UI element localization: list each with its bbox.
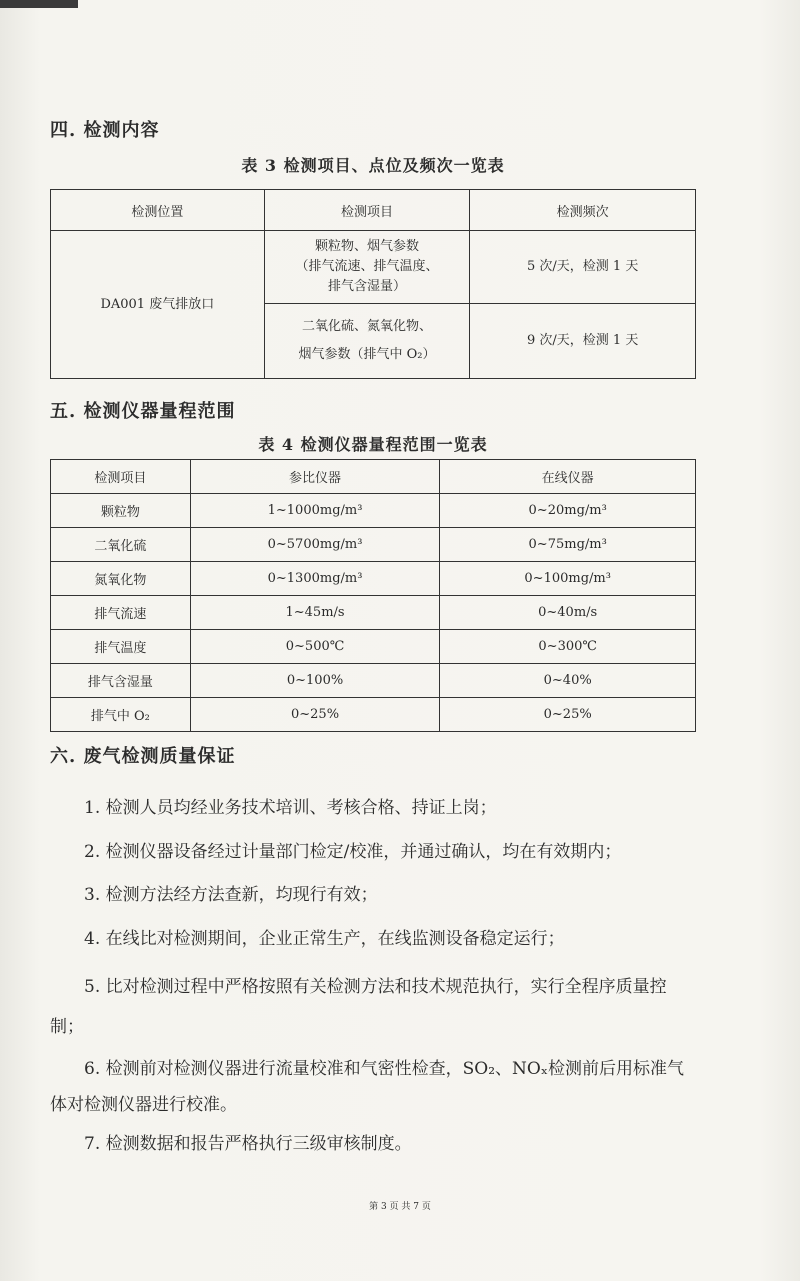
table3-header-item: 检测项目 [264, 190, 470, 231]
table3-frequency-cell: 5 次/天，检测 1 天 [470, 231, 696, 304]
table4-item-cell: 排气含湿量 [51, 664, 191, 698]
table4-header-row [51, 460, 696, 494]
table4-caption: 表 4 检测仪器量程范围一览表 [258, 435, 488, 454]
table3-item-cell [264, 304, 470, 379]
table3 [50, 189, 696, 379]
qa-item: 3. 检测方法经方法查新，均现行有效； [84, 885, 378, 905]
table4-item-cell: 排气中 O₂ [51, 698, 191, 732]
table-row [51, 596, 696, 630]
table-row [51, 528, 696, 562]
table4-reference-cell: 1~45m/s [190, 596, 440, 630]
qa-item: 6. 检测前对检测仪器进行流量校准和气密性检查，SO₂、NOₓ检测前后用标准气体对检测仪器进行校准。 [50, 1059, 685, 1115]
qa-item: 1. 检测人员均经业务技术培训、考核合格、持证上岗； [84, 798, 497, 818]
qa-item: 2. 检测仪器设备经过计量部门检定/校准，并通过确认，均在有效期内； [84, 842, 622, 862]
table3-item-line: 排气含湿量） [328, 279, 407, 294]
table4-online-cell: 0~40% [440, 664, 696, 698]
qa-item: 4. 在线比对检测期间，企业正常生产，在线监测设备稳定运行； [84, 929, 565, 949]
page-number: 第 3 页 共 7 页 [369, 1202, 431, 1212]
table3-item-line: 烟气参数（排气中 O₂） [298, 347, 436, 362]
section4-heading: 四. 检测内容 [50, 120, 160, 141]
table4-reference-cell: 0~500℃ [190, 630, 440, 664]
table4-online-cell: 0~20mg/m³ [440, 494, 696, 528]
table4-online-cell: 0~25% [440, 698, 696, 732]
table-row [51, 562, 696, 596]
table4 [50, 459, 696, 732]
table4-online-cell: 0~100mg/m³ [440, 562, 696, 596]
table4-header-online: 在线仪器 [440, 460, 696, 494]
table4-item-cell: 排气流速 [51, 596, 191, 630]
table4-header-item: 检测项目 [51, 460, 191, 494]
table4-online-cell: 0~75mg/m³ [440, 528, 696, 562]
table4-reference-cell: 0~25% [190, 698, 440, 732]
table3-caption: 表 3 检测项目、点位及频次一览表 [241, 156, 505, 175]
table4-reference-cell: 0~100% [190, 664, 440, 698]
table-row [51, 630, 696, 664]
table4-reference-cell: 0~1300mg/m³ [190, 562, 440, 596]
section6-heading: 六. 废气检测质量保证 [50, 746, 236, 767]
table4-item-cell: 氮氧化物 [51, 562, 191, 596]
table3-item-line: 二氧化硫、氮氧化物、 [302, 319, 433, 334]
qa-item: 7. 检测数据和报告严格执行三级审核制度。 [84, 1134, 412, 1154]
table4-reference-cell: 0~5700mg/m³ [190, 528, 440, 562]
table3-location-cell: DA001 废气排放口 [51, 231, 265, 379]
table3-item-line: 颗粒物、烟气参数 [315, 239, 420, 254]
table-row [51, 664, 696, 698]
section5-heading: 五. 检测仪器量程范围 [50, 401, 236, 422]
table4-header-reference: 参比仪器 [190, 460, 440, 494]
binding-mark [0, 0, 78, 8]
table4-item-cell: 排气温度 [51, 630, 191, 664]
table3-header-row [51, 190, 696, 231]
table4-online-cell: 0~300℃ [440, 630, 696, 664]
table4-item-cell: 二氧化硫 [51, 528, 191, 562]
table4-item-cell: 颗粒物 [51, 494, 191, 528]
table3-item-line: （排气流速、排气温度、 [295, 259, 439, 274]
table3-header-location: 检测位置 [51, 190, 265, 231]
table-row [51, 231, 696, 304]
table3-header-frequency: 检测频次 [470, 190, 696, 231]
table4-online-cell: 0~40m/s [440, 596, 696, 630]
table-row [51, 698, 696, 732]
table-row [51, 494, 696, 528]
table4-reference-cell: 1~1000mg/m³ [190, 494, 440, 528]
table3-frequency-cell: 9 次/天，检测 1 天 [470, 304, 696, 379]
table3-item-cell [264, 231, 470, 304]
qa-item: 5. 比对检测过程中严格按照有关检测方法和技术规范执行，实行全程序质量控制； [50, 977, 667, 1037]
